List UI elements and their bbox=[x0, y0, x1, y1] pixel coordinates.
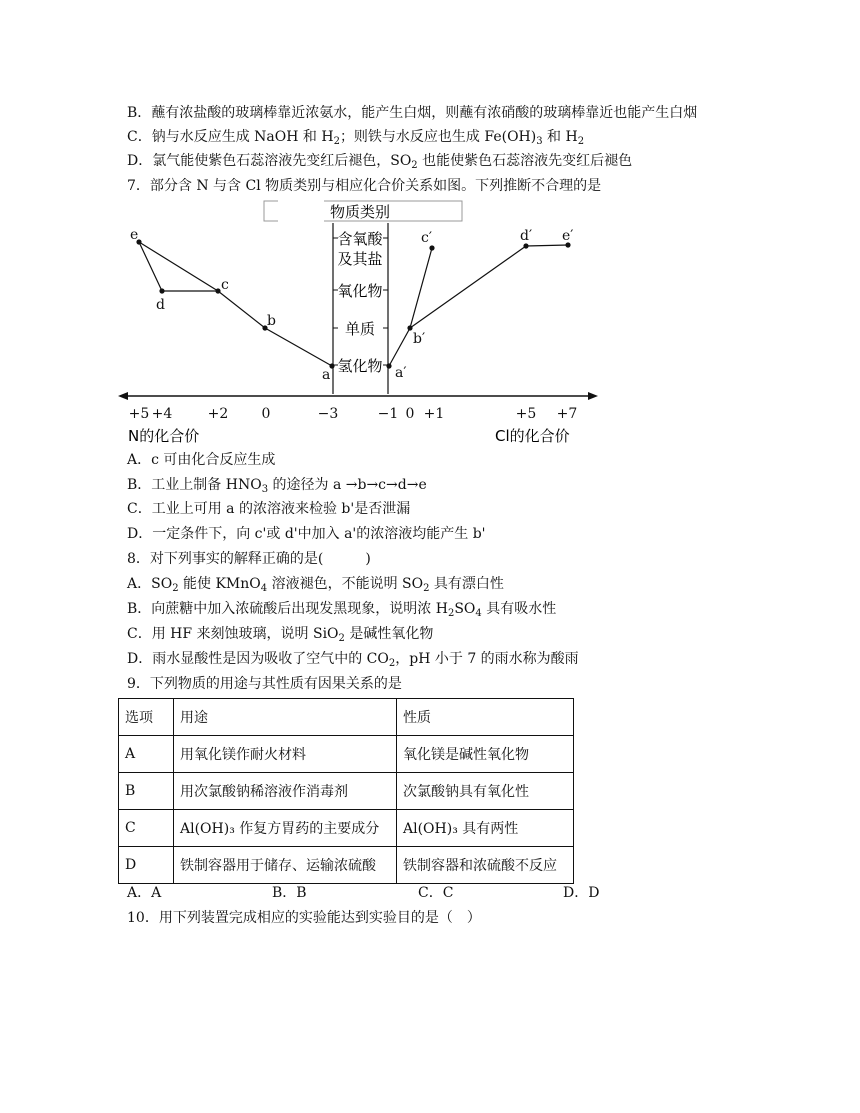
row-property: 次氯酸钠具有氧化性 bbox=[397, 773, 574, 810]
label-a-prime: a′ bbox=[395, 365, 407, 381]
label-e: e bbox=[130, 227, 139, 243]
cl-series-points bbox=[386, 242, 570, 368]
q8-option-a: A．$SO_2$ 能使 KMnO$_4$ 溶液褪色，不能说明 $SO_2$ 具有漂白性 bbox=[127, 576, 504, 594]
axis-arrow-right bbox=[588, 392, 598, 400]
tick-n-plus4: +4 bbox=[151, 406, 173, 422]
q8-option-d: D．雨水显酸性是因为吸收了空气中的 $CO_2$，pH 小于 7 的雨水称为酸雨 bbox=[127, 651, 579, 669]
tick-n-plus5: +5 bbox=[128, 406, 150, 422]
label-a: a bbox=[322, 367, 331, 383]
q7-stem: 7．部分含 N 与含 Cl 物质类别与相应化合价关系如图。下列推断不合理的是 bbox=[127, 178, 602, 194]
cl-series-branch bbox=[410, 245, 568, 328]
row-property: 氧化镁是碱性氧化物 bbox=[397, 736, 574, 773]
row-property: 铁制容器和浓硫酸不反应 bbox=[397, 847, 574, 884]
label-e-prime: e′ bbox=[562, 228, 574, 244]
q7-option-b: B．工业上制备 $HNO_3$ 的途径为 a →b→c→d→e bbox=[127, 477, 427, 495]
tick-cl-plus1: +1 bbox=[423, 406, 445, 422]
row-use: 用次氯酸钠稀溶液作消毒剂 bbox=[174, 773, 397, 810]
axis-arrow-left bbox=[118, 392, 128, 400]
header-option: 选项 bbox=[119, 699, 174, 736]
tick-cl-plus7: +7 bbox=[556, 406, 578, 422]
label-d: d bbox=[156, 297, 165, 313]
tick-n-zero: 0 bbox=[261, 406, 271, 422]
q8-option-c: C．用 HF 来刻蚀玻璃，说明 SiO$_2$ 是碱性氧化物 bbox=[127, 626, 434, 644]
n-series-line bbox=[139, 242, 332, 366]
row-use: 用氧化镁作耐火材料 bbox=[174, 736, 397, 773]
point-c bbox=[215, 288, 220, 293]
row-property: Al(OH)₃ 具有两性 bbox=[397, 810, 574, 847]
row-use: 铁制容器用于储存、运输浓硫酸 bbox=[174, 847, 397, 884]
category-oxyacid-salt: 及其盐 bbox=[337, 250, 383, 268]
point-d-prime bbox=[523, 243, 528, 248]
tick-n-plus2: +2 bbox=[207, 406, 229, 422]
category-element: 单质 bbox=[344, 320, 376, 338]
cl-axis-label: Cl的化合价 bbox=[495, 427, 570, 445]
q8-option-b: B．向蔗糖中加入浓硫酸后出现发黑现象，说明浓 $H_2SO_4$ 具有吸水性 bbox=[127, 601, 557, 619]
q9-choice-d: D．D bbox=[563, 885, 600, 901]
n-axis-label: N的化合价 bbox=[128, 427, 200, 445]
q6-option-c: C．钠与水反应生成 NaOH 和 $H_2$；则铁与水反应也生成 $Fe(OH)_3$ 和 $H_2$ bbox=[127, 129, 585, 147]
q7-option-a: A．c 可由化合反应生成 bbox=[127, 452, 276, 468]
table-row bbox=[119, 810, 574, 847]
table-header-row bbox=[119, 699, 574, 736]
q9-choice-b: B．B bbox=[272, 885, 307, 901]
q9-choice-a: A．A bbox=[127, 885, 162, 901]
valence-category-diagram bbox=[118, 198, 598, 448]
row-option: B bbox=[119, 773, 174, 810]
header-use: 用途 bbox=[174, 699, 397, 736]
label-b-prime: b′ bbox=[413, 331, 426, 347]
header-property: 性质 bbox=[397, 699, 574, 736]
axis-title-mask bbox=[278, 199, 324, 223]
table-row bbox=[119, 773, 574, 810]
row-option: A bbox=[119, 736, 174, 773]
row-use: Al(OH)₃ 作复方胃药的主要成分 bbox=[174, 810, 397, 847]
tick-cl-plus5: +5 bbox=[515, 406, 537, 422]
tick-n-minus3: −3 bbox=[317, 406, 339, 422]
table-row bbox=[119, 847, 574, 884]
tick-cl-zero: 0 bbox=[405, 406, 415, 422]
point-a-prime bbox=[386, 363, 391, 368]
q7-option-d: D．一定条件下，向 c'或 d'中加入 a'的浓溶液均能产生 b' bbox=[127, 526, 486, 542]
tick-cl-minus1: −1 bbox=[377, 406, 399, 422]
q10-stem: 10．用下列装置完成相应的实验能达到实验目的是（ ） bbox=[127, 910, 481, 926]
axis-title: 物质类别 bbox=[329, 203, 391, 221]
cl-series-line bbox=[389, 248, 432, 366]
label-b: b bbox=[267, 313, 276, 329]
q6-option-b: B．蘸有浓盐酸的玻璃棒靠近浓氨水，能产生白烟，则蘸有浓硝酸的玻璃棒靠近也能产生白烟 bbox=[127, 105, 698, 121]
point-d bbox=[159, 288, 164, 293]
point-b-prime bbox=[407, 325, 412, 330]
table-row bbox=[119, 736, 574, 773]
q9-options-table bbox=[118, 698, 574, 884]
q6-option-d: D．氯气能使紫色石蕊溶液先变红后褪色，$SO_2$ 也能使紫色石蕊溶液先变红后褪色 bbox=[127, 153, 633, 171]
label-c: c bbox=[221, 277, 229, 293]
row-option: C bbox=[119, 810, 174, 847]
q9-stem: 9．下列物质的用途与其性质有因果关系的是 bbox=[127, 676, 402, 692]
category-oxyacid: 含氧酸 bbox=[337, 230, 383, 248]
label-c-prime: c′ bbox=[421, 230, 433, 246]
q8-stem: 8．对下列事实的解释正确的是( ) bbox=[127, 551, 371, 567]
q7-option-c: C．工业上可用 a 的浓溶液来检验 b'是否泄漏 bbox=[127, 501, 411, 517]
q9-choice-c: C．C bbox=[418, 885, 454, 901]
row-option: D bbox=[119, 847, 174, 884]
category-hydride: 氢化物 bbox=[337, 357, 383, 375]
label-d-prime: d′ bbox=[520, 228, 533, 244]
point-c-prime bbox=[429, 245, 434, 250]
category-oxide: 氧化物 bbox=[337, 282, 383, 300]
